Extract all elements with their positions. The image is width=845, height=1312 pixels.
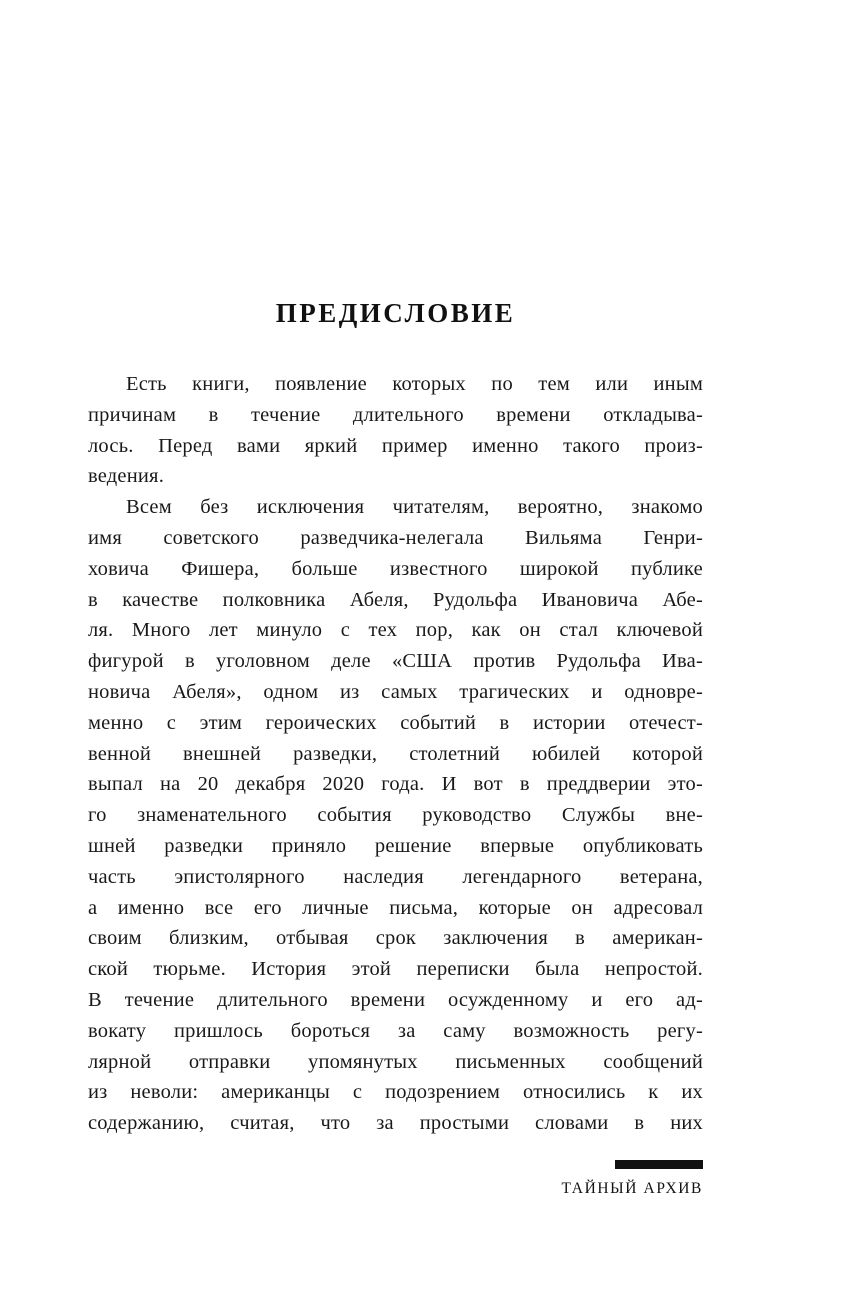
text-line: а именно все его личные письма, которые он адресовал bbox=[88, 896, 703, 919]
text-line: менно с этим героических событий в истории отечест- bbox=[88, 711, 703, 734]
page-footer bbox=[88, 1160, 703, 1198]
series-label: ТАЙНЫЙ АРХИВ bbox=[561, 1180, 703, 1197]
text-line: лось. Перед вами яркий пример именно такого произ- bbox=[88, 434, 703, 457]
text-line: В течение длительного времени осужденному и его ад- bbox=[88, 988, 703, 1011]
text-line: венной внешней разведки, столетний юбилей которой bbox=[88, 742, 703, 765]
text-line: Есть книги, появление которых по тем или иным bbox=[126, 373, 703, 395]
text-line: выпал на 20 декабря 2020 года. И вот в преддверии это- bbox=[88, 773, 703, 796]
paragraph bbox=[88, 492, 703, 1139]
text-line: лярной отправки упомянутых письменных сообщений bbox=[88, 1050, 703, 1073]
body-text bbox=[88, 369, 703, 1139]
text-line: вокату пришлось бороться за саму возможность регу- bbox=[88, 1019, 703, 1042]
text-line: ведения. bbox=[88, 465, 165, 488]
text-line: го знаменательного события руководство Службы вне- bbox=[88, 804, 703, 827]
text-line: своим близким, отбывая срок заключения в американ- bbox=[88, 927, 703, 950]
text-line: часть эпистолярного наследия легендарного ветерана, bbox=[88, 865, 703, 888]
text-line: фигурой в уголовном деле «США против Рудольфа Ива- bbox=[88, 650, 703, 673]
footer-bar-decoration bbox=[615, 1160, 703, 1169]
text-line: шней разведки приняло решение впервые опубликовать bbox=[88, 834, 703, 857]
text-line: содержанию, считая, что за простыми словами в них bbox=[88, 1112, 703, 1135]
page-content bbox=[88, 298, 703, 1139]
text-line: имя советского разведчика-нелегала Вильяма Генри- bbox=[88, 526, 703, 549]
text-line: новича Абеля», одном из самых трагических и одновре- bbox=[88, 680, 703, 703]
chapter-title: ПРЕДИСЛОВИЕ bbox=[275, 298, 516, 328]
text-line: причинам в течение длительного времени откладыва- bbox=[88, 403, 703, 426]
text-line: в качестве полковника Абеля, Рудольфа Ивановича Абе- bbox=[88, 588, 703, 611]
text-line: ской тюрьме. История этой переписки была непростой. bbox=[88, 958, 703, 981]
text-line: Всем без исключения читателям, вероятно, знакомо bbox=[126, 496, 703, 519]
paragraph bbox=[88, 369, 703, 492]
text-line: из неволи: американцы с подозрением относились к их bbox=[88, 1081, 703, 1104]
text-line: ля. Много лет минуло с тех пор, как он стал ключевой bbox=[88, 619, 703, 642]
text-line: ховича Фишера, больше известного широкой публике bbox=[88, 557, 703, 580]
